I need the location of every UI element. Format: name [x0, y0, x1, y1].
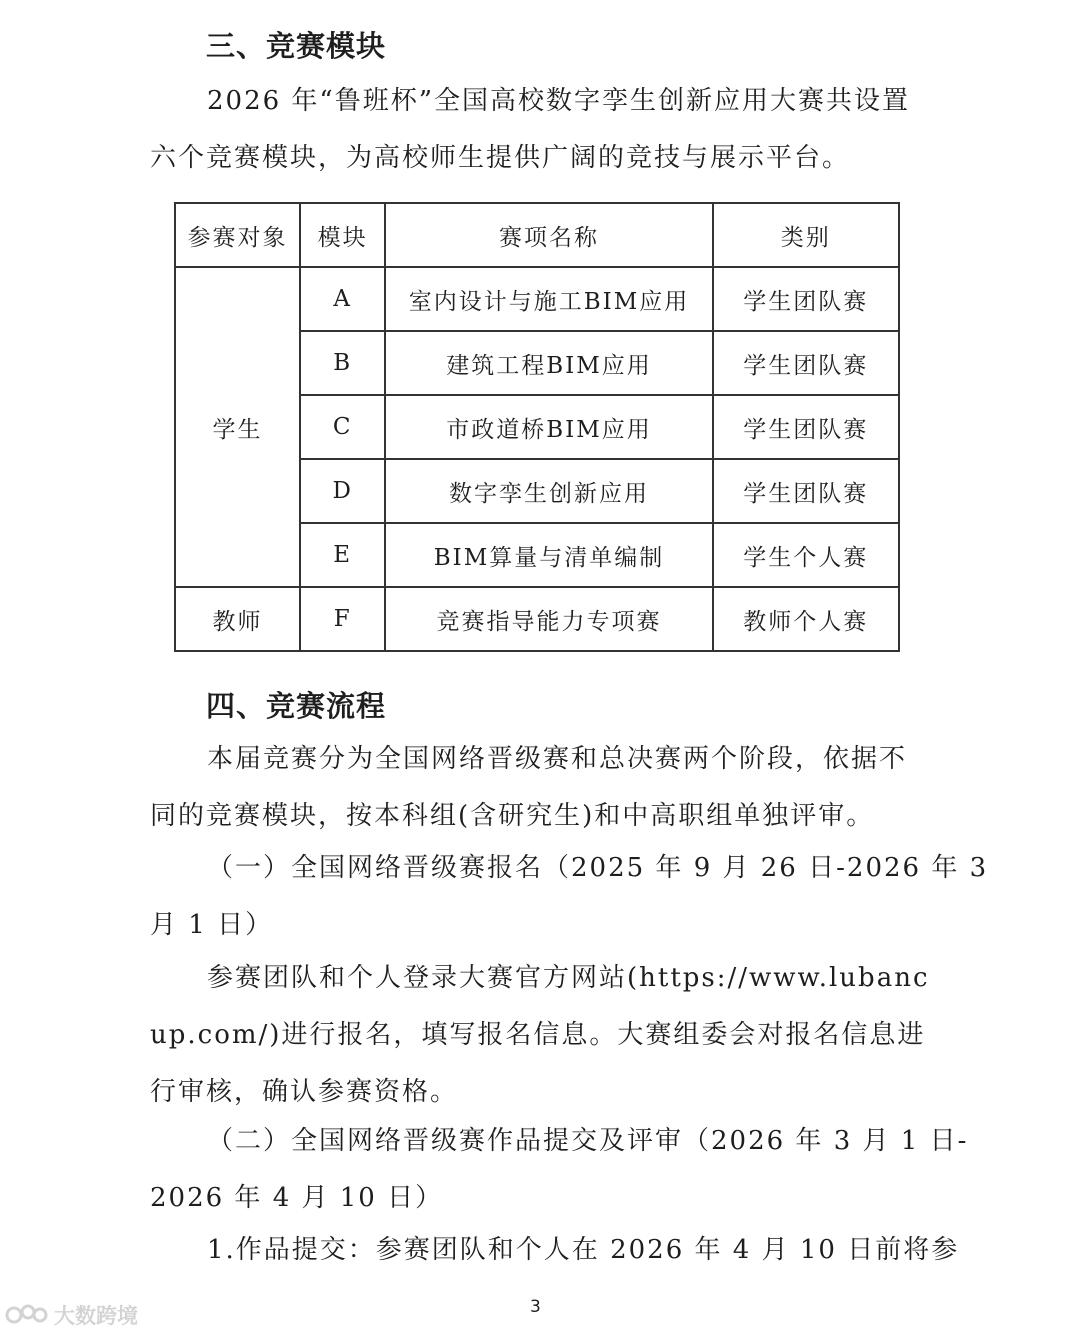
module-cell: C	[300, 395, 385, 459]
section-3-intro-line-2: 六个竞赛模块，为高校师生提供广阔的竞技与展示平台。	[150, 143, 851, 173]
table-row	[175, 267, 899, 331]
watermark-text: 大数跨境	[54, 1304, 138, 1328]
event-name-cell: 数字孪生创新应用	[385, 459, 712, 523]
subsection-1-body	[150, 950, 930, 1121]
event-name-cell: 室内设计与施工BIM应用	[385, 267, 712, 331]
subsection-1-title-line-2: 月 1 日）	[150, 910, 274, 940]
event-name-cell: 建筑工程BIM应用	[385, 331, 712, 395]
header-target: 参赛对象	[175, 203, 300, 267]
target-teachers: 教师	[175, 587, 300, 651]
subsection-1-title-line-1: （一）全国网络晋级赛报名（2025 年 9 月 26 日-2026 年 3	[207, 853, 989, 883]
watermark	[4, 1300, 138, 1330]
module-cell: F	[300, 587, 385, 651]
header-event-name: 赛项名称	[385, 203, 712, 267]
subsection-2-title-line-2: 2026 年 4 月 10 日）	[150, 1183, 444, 1213]
category-cell: 学生团队赛	[713, 331, 899, 395]
category-cell: 教师个人赛	[713, 587, 899, 651]
subsection-1-body-line-3: 行审核，确认参赛资格。	[150, 1077, 459, 1107]
category-cell: 学生团队赛	[713, 459, 899, 523]
module-cell: B	[300, 331, 385, 395]
module-cell: A	[300, 267, 385, 331]
event-name-cell: 竞赛指导能力专项赛	[385, 587, 712, 651]
target-students: 学生	[175, 267, 300, 587]
section-4-intro	[150, 731, 925, 845]
section-3-intro	[150, 73, 925, 187]
category-cell: 学生团队赛	[713, 395, 899, 459]
module-cell: E	[300, 523, 385, 587]
header-category: 类别	[713, 203, 899, 267]
subsection-1-title	[150, 840, 989, 954]
section-4-heading: 四、竞赛流程	[206, 689, 387, 723]
table-row	[175, 587, 899, 651]
category-cell: 学生个人赛	[713, 523, 899, 587]
category-cell: 学生团队赛	[713, 267, 899, 331]
section-3-heading: 三、竞赛模块	[206, 29, 387, 63]
item-1-text	[150, 1222, 960, 1279]
watermark-logo-icon	[4, 1300, 48, 1330]
section-3-intro-line-1: 2026 年“鲁班杯”全国高校数字孪生创新应用大赛共设置	[207, 86, 911, 116]
module-cell: D	[300, 459, 385, 523]
page-number: 3	[530, 1297, 541, 1317]
subsection-2-title	[150, 1113, 969, 1227]
event-name-cell: BIM算量与清单编制	[385, 523, 712, 587]
section-4-intro-line-1: 本届竞赛分为全国网络晋级赛和总决赛两个阶段，依据不	[207, 744, 908, 774]
header-module: 模块	[300, 203, 385, 267]
event-name-cell: 市政道桥BIM应用	[385, 395, 712, 459]
subsection-2-title-line-1: （二）全国网络晋级赛作品提交及评审（2026 年 3 月 1 日-	[207, 1126, 969, 1156]
item-1-line-1: 1.作品提交：参赛团队和个人在 2026 年 4 月 10 日前将参	[207, 1235, 960, 1265]
modules-table	[174, 202, 900, 652]
subsection-1-body-line-1: 参赛团队和个人登录大赛官方网站(https://www.lubanc	[207, 963, 930, 993]
section-4-intro-line-2: 同的竞赛模块，按本科组(含研究生)和中高职组单独评审。	[150, 801, 875, 831]
table-header-row	[175, 203, 899, 267]
subsection-1-body-line-2: up.com/)进行报名，填写报名信息。大赛组委会对报名信息进	[150, 1020, 926, 1050]
